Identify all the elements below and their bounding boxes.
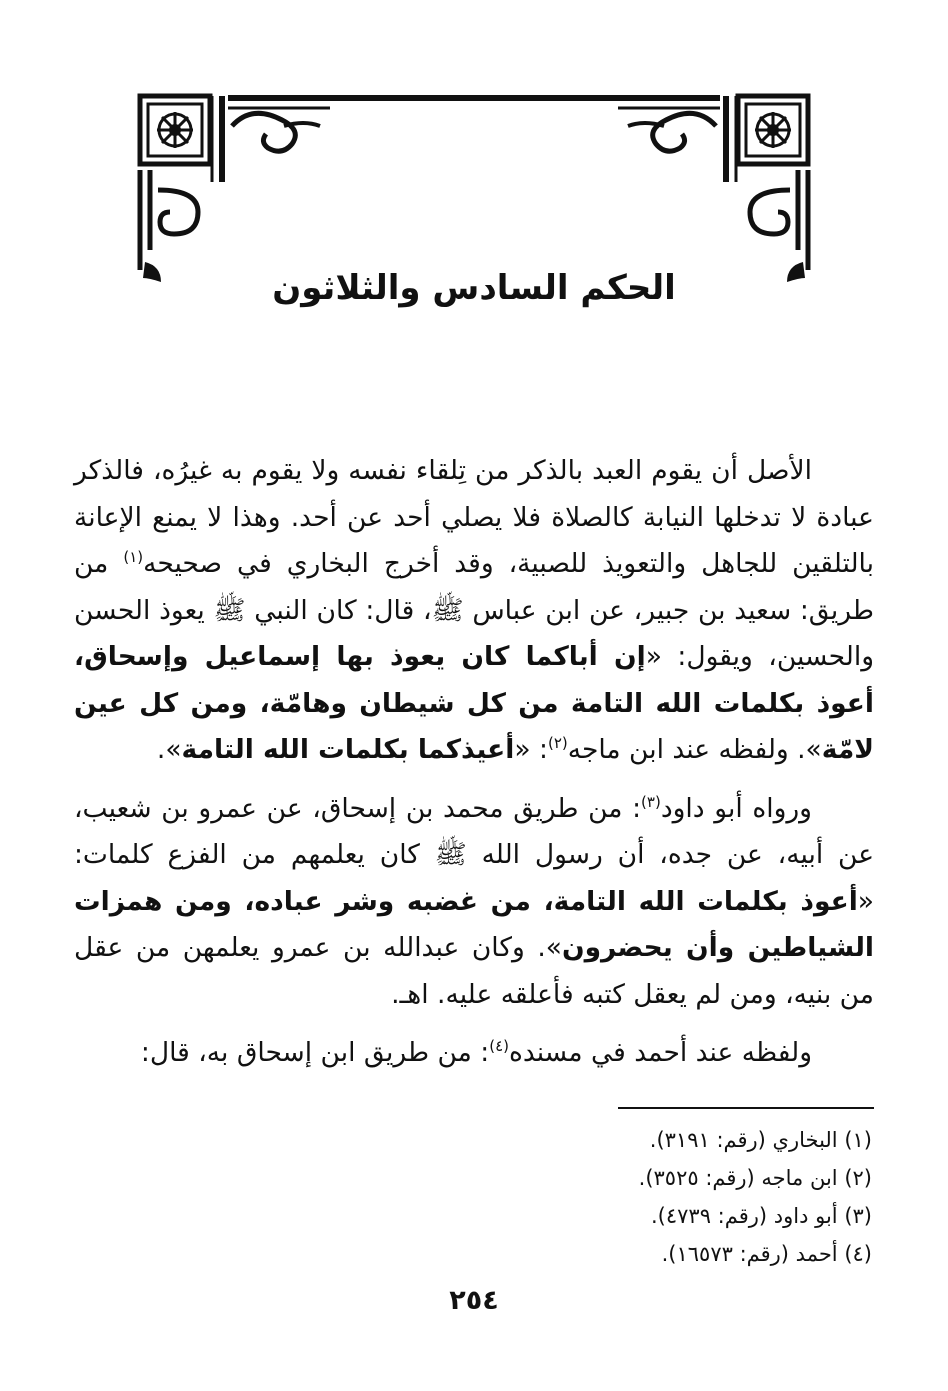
page-number: ٢٥٤ <box>449 1285 499 1316</box>
hadith-quote: أعيذكما بكلمات الله التامة <box>181 734 515 765</box>
paragraph <box>74 448 874 774</box>
hadith-quote: أعوذ بكلمات الله التامة، من غضبه وشر عباده، ومن همزات الشياطين وأن يحضرون <box>74 885 874 963</box>
footnote: (١) البخاري (رقم: ٣١٩١). <box>649 1128 872 1152</box>
footnotes <box>172 1121 872 1273</box>
footnote-ref: (١) <box>123 548 144 567</box>
hadith-quote: إن أباكما كان يعوذ بها إسماعيل وإسحاق، أعوذ بكلمات الله التامة من كل شيطان وهامّة، ومن كل عين لامّة <box>74 641 874 765</box>
text-run: ». <box>156 734 182 765</box>
text-run: ورواه أبو داود <box>660 792 812 824</box>
text-run: : من طريق محمد بن إسحاق، عن عمرو بن شعيب، عن أبيه، عن جده، أن رسول الله ﷺ كان يعلمهم من الفزع كلمات: « <box>74 792 874 917</box>
text-run: : « <box>514 734 548 765</box>
footnote: (٢) ابن ماجه (رقم: ٣٥٢٥). <box>638 1166 872 1190</box>
text-run: : من طريق ابن إسحاق به، قال: <box>140 1037 490 1068</box>
chapter-title: الحكم السادس والثلاثون <box>272 268 676 308</box>
paragraph <box>74 786 874 1019</box>
footnote-ref: (٢) <box>547 734 568 753</box>
corner-ornament-right <box>628 96 808 282</box>
corner-ornament-left <box>140 96 320 282</box>
footnote: (٣) أبو داود (رقم: ٤٧٣٩). <box>650 1204 872 1228</box>
text-run: ». وكان عبدالله بن عمرو يعلمهن من عقل من بنيه، ومن لم يعقل كتبه فأعلقه عليه. اهـ. <box>74 932 874 1010</box>
paragraph <box>74 1030 874 1077</box>
footnote: (٤) أحمد (رقم: ١٦٥٧٣). <box>661 1242 872 1266</box>
footnote-ref: (٣) <box>641 792 661 811</box>
footnote-ref: (٤) <box>489 1037 509 1056</box>
footnote-divider <box>618 1107 874 1109</box>
text-run: ». ولفظه عند ابن ماجه <box>567 734 822 765</box>
body-text <box>74 448 874 1089</box>
text-run: ولفظه عند أحمد في مسنده <box>509 1037 812 1068</box>
text-run: من طريق: سعيد بن جبير، عن ابن عباس ﷺ، قال: كان النبي ﷺ يعوذ الحسن والحسين، ويقول: « <box>74 548 874 672</box>
text-run: الأصل أن يقوم العبد بالذكر من تِلقاء نفسه ولا يقوم به غيرُه، فالذكر عبادة لا تدخلها النيابة كالصلاة فلا يصلي أحد عن أحد. وهذا لا يمنع الإعانة بالتلقين للجاهل والتعويذ للصبية، وقد أخرج البخاري في صحيحه <box>74 455 875 579</box>
